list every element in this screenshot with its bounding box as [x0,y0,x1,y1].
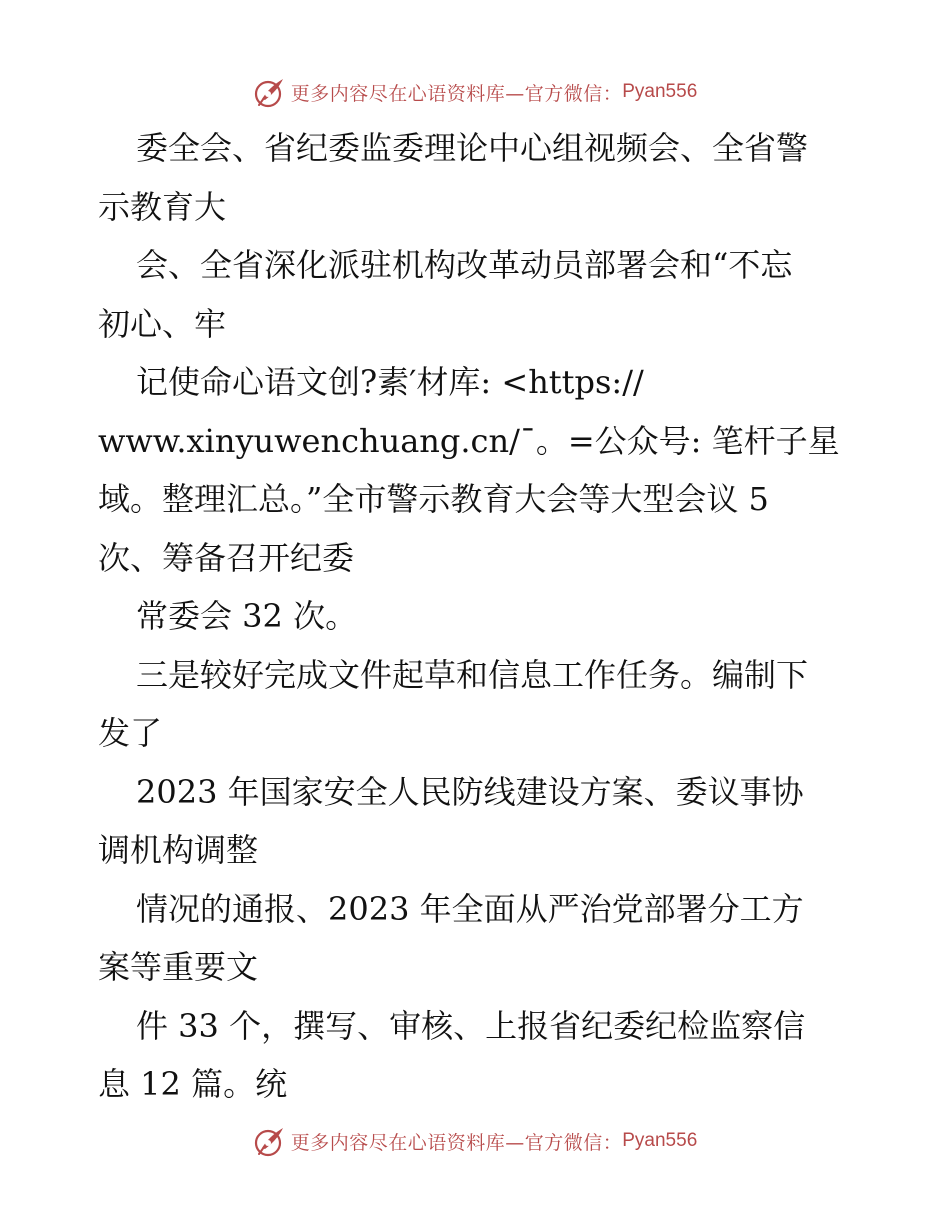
banner-text: 更多内容尽在心语资料库—官方微信： [290,82,623,105]
body-line: www.xinyuwenchuang.cn/¯。=公众号: 笔杆子星 [98,421,840,460]
quill-pen-logo-icon [253,75,287,109]
banner-account: Pyan556 [622,81,698,102]
body-line: 常委会 32 次。 [136,597,358,635]
body-line: 示教育大 [98,187,227,226]
body-line: 案等重要文 [98,948,259,986]
body-line: 记使命心语文创?素′材库: <https:// [136,363,644,401]
body-line: 发了 [98,714,163,752]
body-line: 2023 年国家安全人民防线建设方案、委议事协 [136,772,804,811]
body-line: 三是较好完成文件起草和信息工作任务。编制下 [136,655,809,694]
body-line: 情况的通报、2023 年全面从严治党部署分工方 [136,889,804,928]
body-line: 域。整理汇总。”全市警示教育大会等大型会议 5 [98,480,769,518]
body-line: 委全会、省纪委监委理论中心组视频会、全省警 [136,129,809,167]
body-line: 调机构调整 [98,831,259,869]
body-line: 次、筹备召开纪委 [98,538,355,577]
footer-banner [0,1121,950,1161]
body-line: 息 12 篇。统 [98,1065,288,1103]
body-line: 件 33 个，撰写、审核、上报省纪委纪检监察信 [136,1006,806,1045]
quill-pen-logo-icon [253,1124,287,1158]
body-line: 会、全省深化派驻机构改革动员部署会和“不忘 [136,246,793,284]
banner-account: Pyan556 [622,1130,698,1151]
body-line: 初心、牢 [98,304,227,343]
header-banner [0,72,950,112]
document-body [98,119,858,1114]
banner-text: 更多内容尽在心语资料库—官方微信： [290,1131,623,1154]
